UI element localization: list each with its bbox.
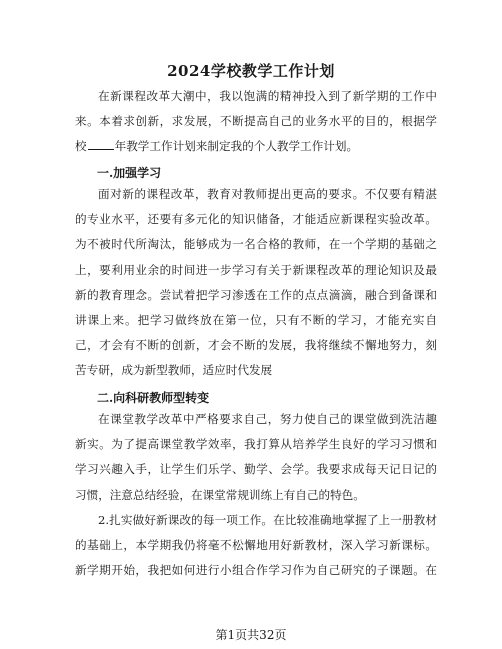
- intro-line-1: 在新课程改革大潮中，我以饱满的精神投入到了新学期的工作中: [98, 89, 437, 103]
- document-title: 2024学校教学工作计划: [167, 62, 335, 80]
- section1-line: 讲课上来。把学习做终放在第一位，只有不断的学习，才能充实自: [75, 313, 437, 328]
- section2-p2-line: 新学期开始，我把如何进行小组合作学习作为自己研究的子课题。在: [75, 563, 437, 578]
- section1-line: 己，才会有不断的创新，才会不断的发展，我将继续不懈地努力，刻: [75, 338, 437, 353]
- section1-line: 为不被时代所淘汰，能够成为一名合格的教师，在一个学期的基础之: [75, 237, 437, 252]
- intro-line-2: 来。本着求创新，求发展，不断提高自己的业务水平的目的，根据学: [75, 114, 437, 129]
- section2-p2-line: 的基础上，本学期我仍将毫不松懈地用好新教材，深入学习新课标。: [75, 538, 437, 553]
- section2-line: 新实。为了提高课堂教学效率，我打算从培养学生良好的学习习惯和: [75, 437, 437, 452]
- section1-line: 新的教育理念。尝试着把学习渗透在工作的点点滴滴，融合到备课和: [75, 287, 437, 302]
- section1-paragraph: [75, 182, 437, 384]
- section1-line: 上，要利用业余的时间进一步学习有关于新课程改革的理论知识及最: [75, 262, 437, 277]
- intro-line-3: [75, 134, 437, 159]
- section2-line: 在课堂教学改革中严格要求自己，努力使自己的课堂做到洗洁趣: [98, 412, 437, 426]
- section2-paragraph: [75, 407, 437, 508]
- intro-line-3-end: 年教学工作计划来制定我的个人教学工作计划。: [114, 139, 359, 154]
- section2-p2-line: 2.扎实做好新课改的每一项工作。在比较准确地掌握了上一册教材: [98, 513, 437, 527]
- intro-line-3-start: 校: [75, 139, 87, 154]
- section1-line: 面对新的课程改革，教育对教师提出更高的要求。不仅要有精湛: [98, 187, 437, 201]
- year-blank: [88, 139, 114, 150]
- section1-line: 苦专研，成为新型教师，适应时代发展: [75, 363, 273, 378]
- section2-line: 学习兴趣入手，让学生们乐学、勤学、会学。我要求成每天记日记的: [75, 462, 437, 477]
- section1-line: 的专业水平，还要有多元化的知识储备，才能适应新课程实验改革。: [75, 212, 437, 227]
- section2-paragraph-2: [75, 508, 437, 584]
- intro-paragraph: [75, 84, 437, 160]
- section-heading-2: 二.向科研教师型转变: [97, 391, 210, 405]
- section2-line: 习惯，注意总结经验，在课堂常规训练上有自己的特色。: [75, 487, 365, 502]
- page-number-footer: 第1页共32页: [215, 628, 287, 642]
- section-heading-1: 一.加强学习: [97, 166, 162, 180]
